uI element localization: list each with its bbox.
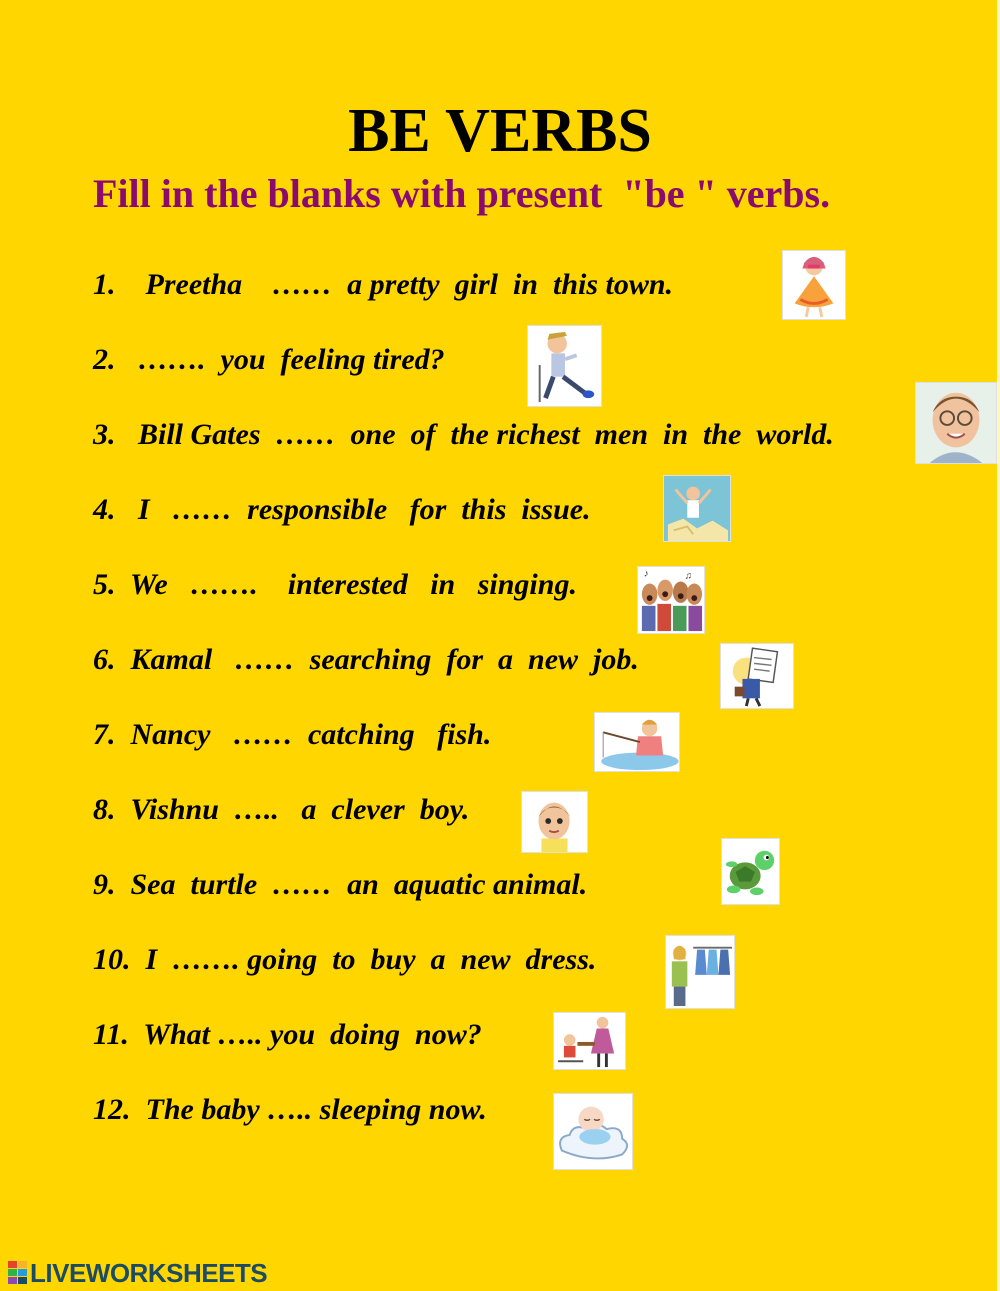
question-10: 10. I ……. going to buy a new dress.: [93, 943, 597, 976]
mother-child-picture-icon: [553, 1012, 626, 1070]
question-3: 3. Bill Gates …… one of the richest men in the world.: [93, 418, 834, 451]
sea-turtle-picture-icon: [721, 838, 780, 905]
stressed-man-picture-icon: [663, 475, 731, 542]
instruction-text: Fill in the blanks with present "be " verbs.: [93, 171, 831, 216]
question-7: 7. Nancy …… catching fish.: [93, 718, 492, 751]
liveworksheets-logo-icon: [8, 1261, 28, 1285]
svg-text:♪: ♪: [643, 568, 649, 580]
question-5: 5. We ……. interested in singing.: [93, 568, 577, 601]
girl-fishing-picture-icon: [594, 712, 680, 772]
question-12: 12. The baby ….. sleeping now.: [93, 1093, 487, 1126]
liveworksheets-logo: [8, 1258, 267, 1288]
job-seeker-picture-icon: [720, 643, 794, 709]
question-6: 6. Kamal …… searching for a new job.: [93, 643, 639, 676]
page-title: BE VERBS: [348, 97, 652, 165]
question-2: 2. ……. you feeling tired?: [93, 343, 445, 376]
question-11: 11. What ….. you doing now?: [93, 1018, 482, 1051]
boy-face-picture-icon: [521, 791, 588, 853]
question-8: 8. Vishnu ….. a clever boy.: [93, 793, 470, 826]
svg-text:♫: ♫: [684, 570, 692, 582]
question-1: 1. Preetha …… a pretty girl in this town.: [93, 268, 674, 301]
girl-picture-icon: [782, 250, 846, 320]
dress-shopping-picture-icon: [665, 935, 735, 1009]
singers-picture-icon: [637, 566, 705, 634]
tired-man-picture-icon: [527, 325, 602, 407]
sleeping-baby-picture-icon: [553, 1093, 633, 1170]
brand-name: LIVEWORKSHEETS: [30, 1257, 268, 1288]
bill-gates-picture-icon: [915, 382, 997, 464]
question-9: 9. Sea turtle …… an aquatic animal.: [93, 868, 588, 901]
question-4: 4. I …… responsible for this issue.: [93, 493, 591, 526]
